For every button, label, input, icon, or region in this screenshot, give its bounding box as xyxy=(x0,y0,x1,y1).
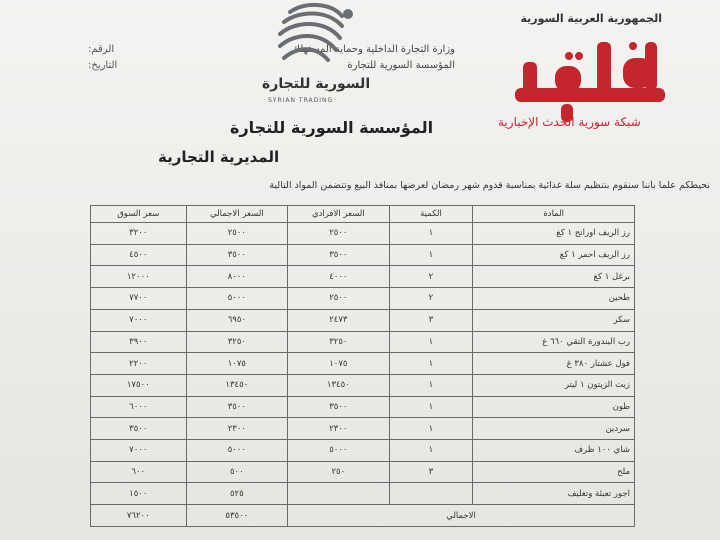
cell-total-price: ٦٩٥٠ xyxy=(186,309,288,331)
syrian-trading-logo xyxy=(250,2,380,112)
cell-item: رب البندورة التقي ٦٦٠ غ xyxy=(473,331,635,353)
cell-item: طحين xyxy=(473,288,635,310)
cell-item: زيت الزيتون ١ ليتر xyxy=(473,374,635,396)
header-line-2: وزارة التجارة الداخلية وحماية المستهلك xyxy=(291,44,455,55)
cell-quantity: ١ xyxy=(389,374,473,396)
header-line-1: الجمهورية العربية السورية xyxy=(520,12,662,25)
cell-quantity: ١ xyxy=(389,396,473,418)
table-row xyxy=(91,309,635,331)
cell-quantity xyxy=(389,483,473,505)
department-title: المديرية التجارية xyxy=(158,148,280,166)
logo-english-name: SYRIAN TRADING xyxy=(268,97,334,104)
cell-market-price: ٢٢٠٠ xyxy=(91,353,187,375)
cell-unit-price: ٢٥٠ xyxy=(288,461,389,483)
cell-total-price: ١٣٤٥٠ xyxy=(186,374,288,396)
cell-total-price: ٨٠٠٠ xyxy=(186,266,288,288)
cell-item: برغل ١ كغ xyxy=(473,266,635,288)
intro-paragraph: نحيطكم علما بأننا سنقوم بتنظيم سلة غذائية بمناسبة قدوم شهر رمضان لعرضها بمنافذ البيع وتتضمن المواد التالية xyxy=(269,180,710,191)
cell-market-price: ٤٥٠٠ xyxy=(91,244,187,266)
cell-total-price: ٣٢٥٠ xyxy=(186,331,288,353)
table-row xyxy=(91,374,635,396)
food-basket-table xyxy=(90,205,635,527)
table-row xyxy=(91,418,635,440)
cell-unit-price: ٣٥٠٠ xyxy=(288,244,389,266)
cell-total-price: ٣٥٠٠ xyxy=(186,396,288,418)
table-row xyxy=(91,396,635,418)
table-row xyxy=(91,483,635,505)
cell-total-price: ٥٢٥ xyxy=(186,483,288,505)
date-label: التاريخ: xyxy=(88,60,118,71)
cell-total-price: ٥٠٠٠ xyxy=(186,440,288,462)
cell-market-price: ١٧٥٠٠ xyxy=(91,374,187,396)
table-row xyxy=(91,266,635,288)
cell-unit-price: ٣٢٥٠ xyxy=(288,331,389,353)
cell-quantity: ٢ xyxy=(389,288,473,310)
market-price-sum: ٧٦٢٠٠ xyxy=(91,505,187,527)
cell-quantity: ١ xyxy=(389,353,473,375)
cell-market-price: ١٢٠٠٠ xyxy=(91,266,187,288)
table-row xyxy=(91,244,635,266)
cell-unit-price: ١٠٧٥ xyxy=(288,353,389,375)
cell-item: طون xyxy=(473,396,635,418)
cell-market-price: ١٥٠٠ xyxy=(91,483,187,505)
cell-item: اجور تعبئة وتغليف xyxy=(473,483,635,505)
cell-quantity: ١ xyxy=(389,418,473,440)
total-row xyxy=(91,505,635,527)
cell-total-price: ٢٣٠٠ xyxy=(186,418,288,440)
cell-unit-price: ٥٠٠٠ xyxy=(288,440,389,462)
table-row xyxy=(91,440,635,462)
cell-unit-price: ٢٤٧٣ xyxy=(288,309,389,331)
cell-quantity: ٢ xyxy=(389,266,473,288)
total-label: الاجمالي xyxy=(288,505,635,527)
cell-unit-price: ٢٥٠٠ xyxy=(288,223,389,245)
cell-item: رز الريف اورانج ١ كغ xyxy=(473,223,635,245)
cell-market-price: ٦٠٠٠ xyxy=(91,396,187,418)
organization-title: المؤسسة السورية للتجارة xyxy=(230,118,434,137)
cell-quantity: ١ xyxy=(389,331,473,353)
header-item: المادة xyxy=(473,206,635,223)
header-total-price: السعر الاجمالي xyxy=(186,206,288,223)
cell-item: فول عشتار ٣٨٠ غ xyxy=(473,353,635,375)
cell-unit-price: ٢٣٠٠ xyxy=(288,418,389,440)
header-quantity: الكمية xyxy=(389,206,473,223)
cell-total-price: ٥٠٠٠ xyxy=(186,288,288,310)
cell-item: سكر xyxy=(473,309,635,331)
cell-quantity: ١ xyxy=(389,440,473,462)
alhadath-tagline: شبكة سورية الحدث الإخبارية xyxy=(498,115,641,129)
cell-market-price: ٣٩٠٠ xyxy=(91,331,187,353)
table-row xyxy=(91,288,635,310)
cell-market-price: ٧٧٠٠ xyxy=(91,288,187,310)
total-price-sum: ٥٣٥٠٠ xyxy=(186,505,288,527)
cell-quantity: ٣ xyxy=(389,461,473,483)
cell-quantity: ١ xyxy=(389,244,473,266)
cell-item: رز الريف احمر ١ كغ xyxy=(473,244,635,266)
cell-total-price: ٣٥٠٠ xyxy=(186,244,288,266)
cell-market-price: ٣٥٠٠ xyxy=(91,418,187,440)
cell-total-price: ٢٥٠٠ xyxy=(186,223,288,245)
cell-market-price: ٧٠٠٠ xyxy=(91,440,187,462)
logo-arabic-name: السورية للتجارة xyxy=(262,76,371,92)
header-line-3: المؤسسة السورية للتجارة xyxy=(347,60,455,71)
table-header-row xyxy=(91,206,635,223)
header-market-price: سعر السوق xyxy=(91,206,187,223)
header-unit-price: السعر الافرادي xyxy=(288,206,389,223)
table-row xyxy=(91,223,635,245)
table-row xyxy=(91,331,635,353)
cell-unit-price: ٤٠٠٠ xyxy=(288,266,389,288)
cell-market-price: ٧٠٠٠ xyxy=(91,309,187,331)
cell-unit-price: ٢٥٠٠ xyxy=(288,288,389,310)
cell-market-price: ٣٢٠٠ xyxy=(91,223,187,245)
cell-total-price: ١٠٧٥ xyxy=(186,353,288,375)
table-row xyxy=(91,353,635,375)
cell-item: شاي ١٠٠ ظرف xyxy=(473,440,635,462)
cell-unit-price: ١٣٤٥٠ xyxy=(288,374,389,396)
cell-item: ملح xyxy=(473,461,635,483)
cell-market-price: ٦٠٠ xyxy=(91,461,187,483)
table-row xyxy=(91,461,635,483)
cell-unit-price xyxy=(288,483,389,505)
cell-item: سردين xyxy=(473,418,635,440)
cell-unit-price: ٣٥٠٠ xyxy=(288,396,389,418)
cell-quantity: ٣ xyxy=(389,309,473,331)
cell-quantity: ١ xyxy=(389,223,473,245)
reference-number-label: الرقم: xyxy=(88,44,115,55)
cell-total-price: ٥٠٠ xyxy=(186,461,288,483)
